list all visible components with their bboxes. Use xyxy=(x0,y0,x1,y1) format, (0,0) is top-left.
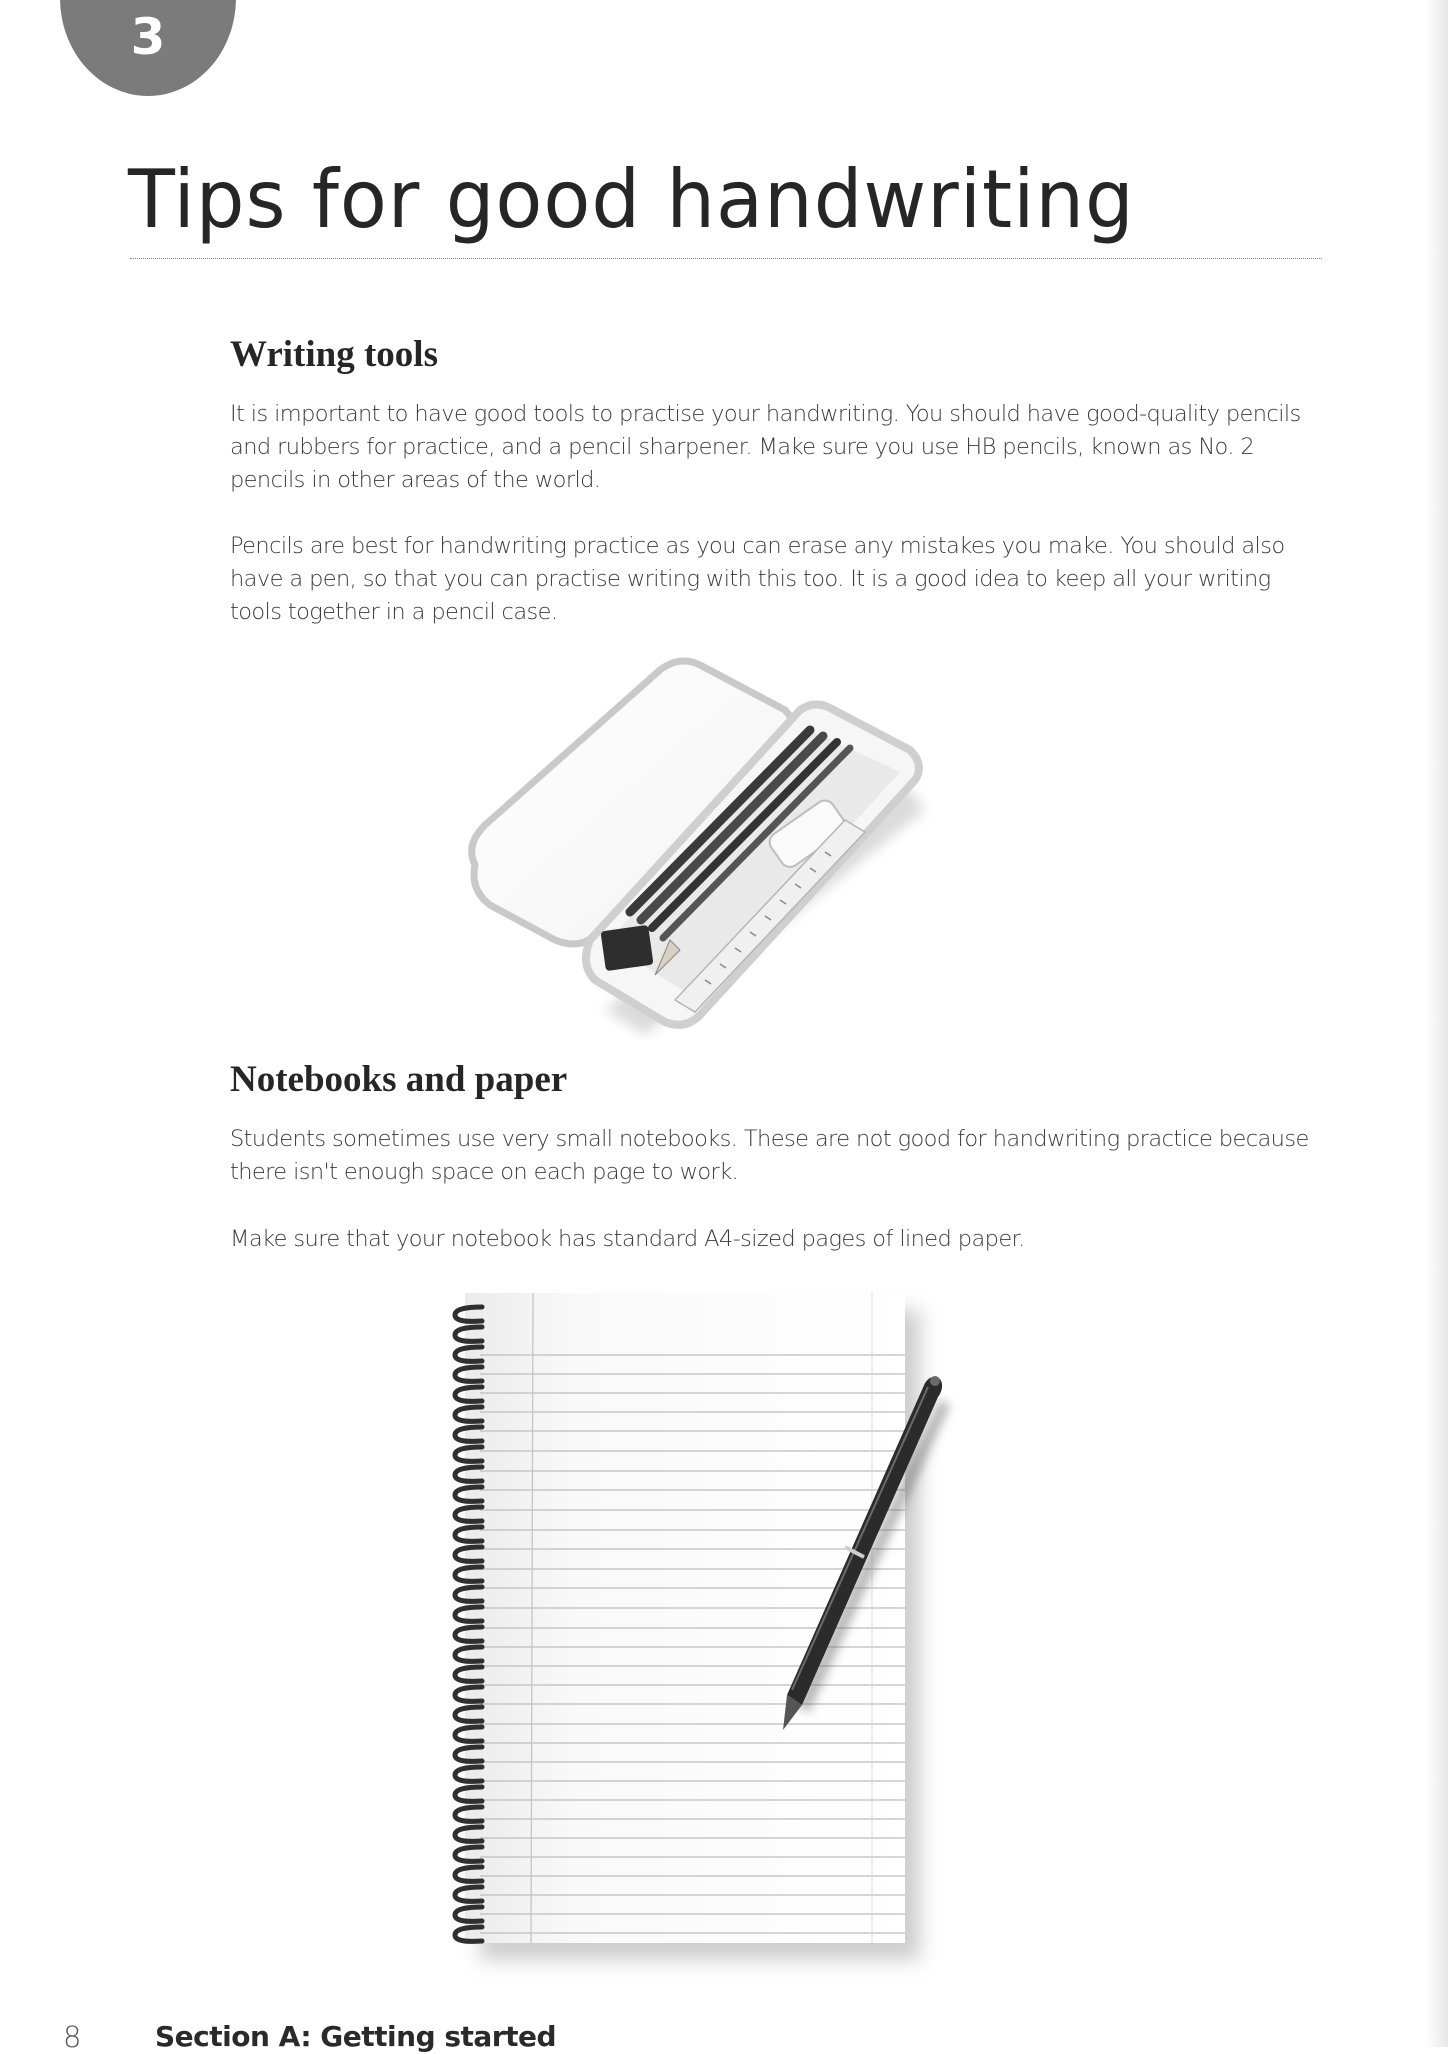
paragraph-notebooks-1: Students sometimes use very small notebooks. These are not good for handwriting practice because there isn't enough space on each page to work. xyxy=(230,1126,1309,1185)
section-heading-notebooks-paper: Notebooks and paper xyxy=(230,1059,568,1100)
pencil-case-icon xyxy=(455,650,935,1040)
page-title: Tips for good handwriting xyxy=(128,153,1135,246)
paragraph-notebooks-2: Make sure that your notebook has standard A4-sized pages of lined paper. xyxy=(230,1226,1025,1252)
chapter-badge xyxy=(60,0,236,96)
title-divider xyxy=(130,258,1322,259)
page-number: 8 xyxy=(63,2020,82,2054)
notebook-icon xyxy=(440,1285,1040,1985)
paragraph-writing-tools-1: It is important to have good tools to practise your handwriting. You should have good-quality pencils and rubbers for practice, and a pencil sharpener. Make sure you use HB pencils, known as No. 2 pencils in other areas of the world. xyxy=(230,401,1301,493)
chapter-number: 3 xyxy=(130,8,166,66)
page-edge-shadow xyxy=(1426,0,1448,2047)
section-heading-writing-tools: Writing tools xyxy=(230,334,438,375)
footer-section-label: Section A: Getting started xyxy=(155,2020,557,2053)
paragraph-writing-tools-2: Pencils are best for handwriting practice as you can erase any mistakes you make. You should also have a pen, so that you can practise writing with this too. It is a good idea to keep all your writing tools together in a pencil case. xyxy=(230,533,1285,625)
